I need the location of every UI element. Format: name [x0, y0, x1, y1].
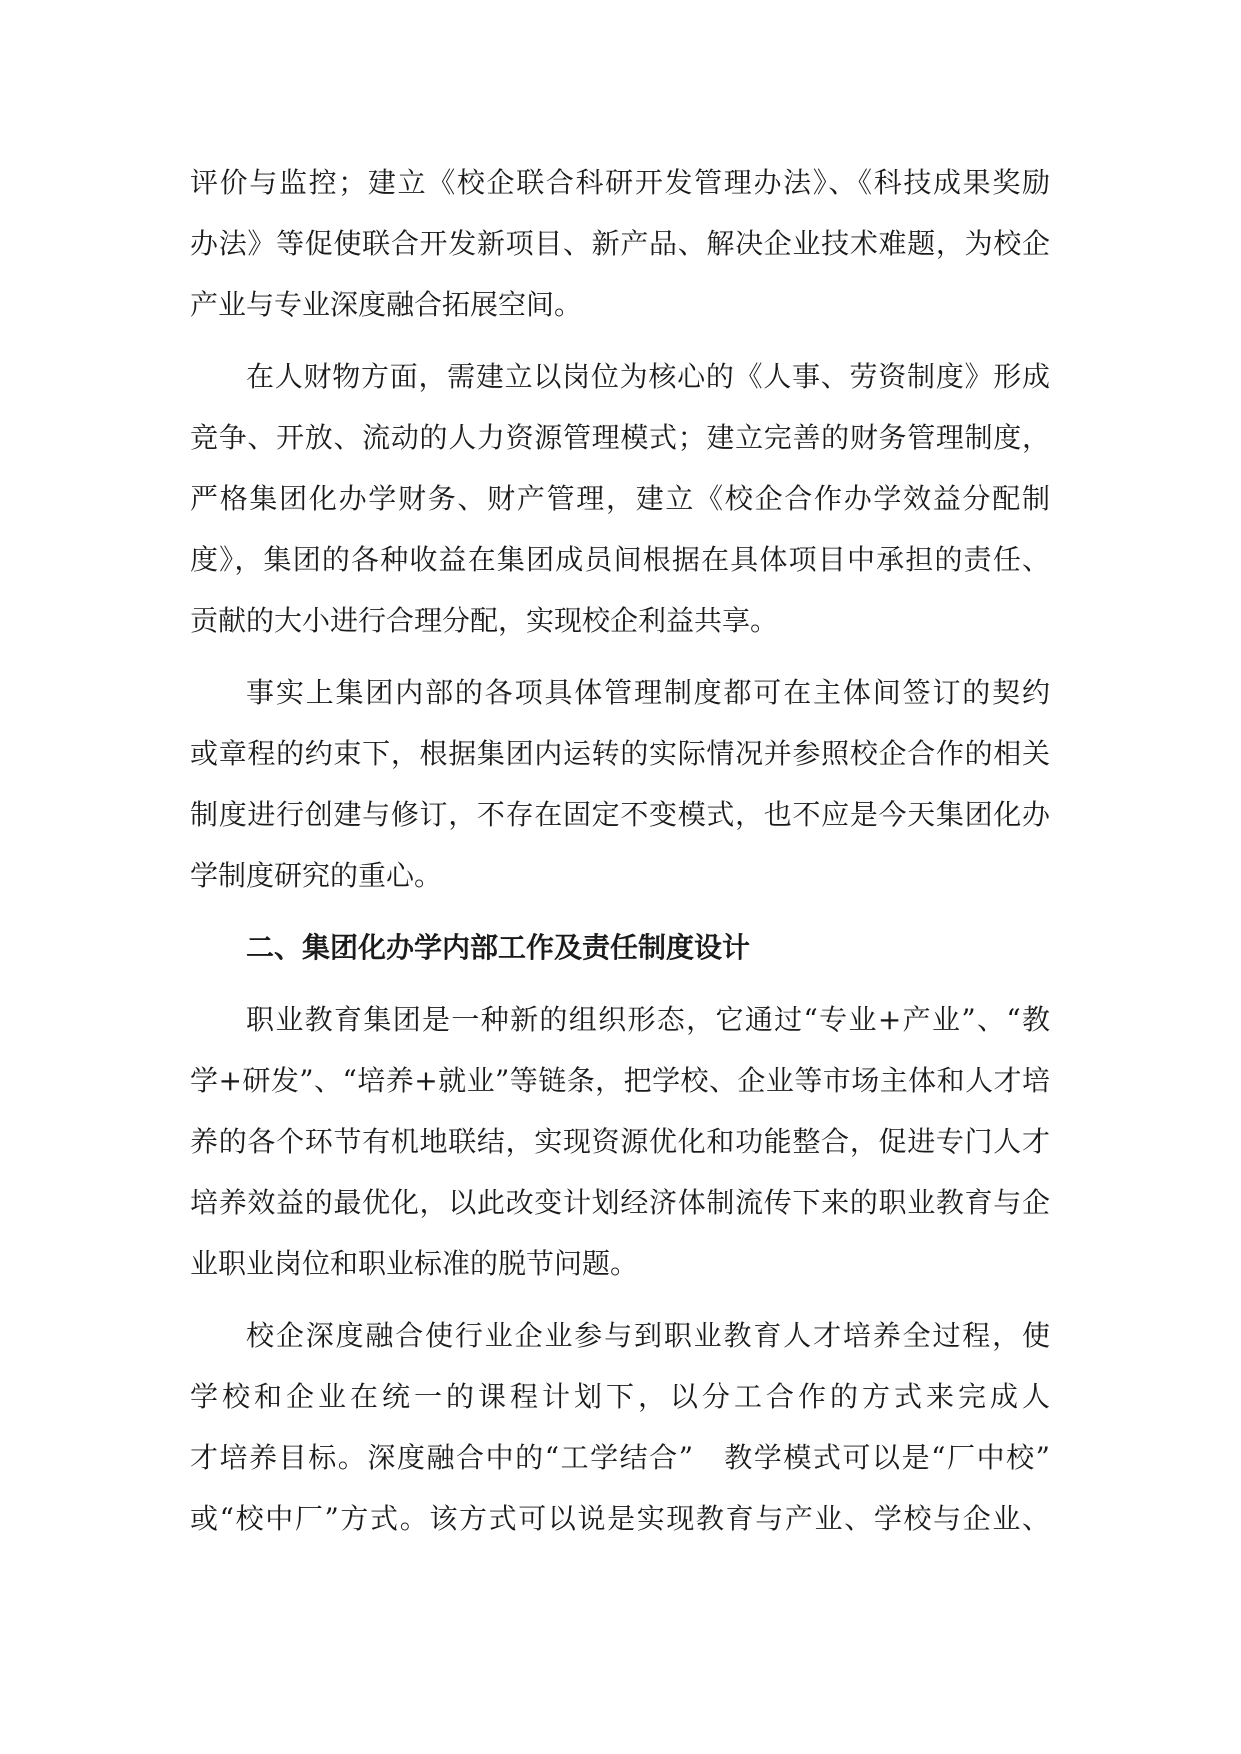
- text-line: 或“校中厂”方式。该方式可以说是实现教育与产业、学校与企业、: [190, 1502, 1050, 1535]
- text-line: 严格集团化办学财务、财产管理，建立《校企合作办学效益分配制: [190, 482, 1050, 515]
- text-line: 办法》等促使联合开发新项目、新产品、解决企业技术难题，为校企: [190, 227, 1050, 260]
- text-line: 职业教育集团是一种新的组织形态，它通过“专业+产业”、“教: [246, 1003, 1050, 1036]
- text-line: 或章程的约束下，根据集团内运转的实际情况并参照校企合作的相关: [190, 737, 1050, 770]
- text-line: 产业与专业深度融合拓展空间。: [190, 288, 583, 321]
- text-line: 校企深度融合使行业企业参与到职业教育人才培养全过程，使: [246, 1319, 1050, 1352]
- text-line: 事实上集团内部的各项具体管理制度都可在主体间签订的契约: [246, 676, 1050, 709]
- text-line: 学校和企业在统一的课程计划下，以分工合作的方式来完成人: [190, 1380, 1050, 1413]
- text-line: 度》，集团的各种收益在集团成员间根据在具体项目中承担的责任、: [190, 543, 1050, 576]
- text-line: 才培养目标。深度融合中的“工学结合” 教学模式可以是“厂中校”: [190, 1441, 1050, 1474]
- text-line: 养的各个环节有机地联结，实现资源优化和功能整合，促进专门人才: [190, 1125, 1050, 1158]
- text-line: 评价与监控；建立《校企联合科研开发管理办法》、《科技成果奖励: [190, 166, 1050, 199]
- text-line: 制度进行创建与修订，不存在固定不变模式，也不应是今天集团化办: [190, 798, 1050, 831]
- text-line: 学+研发”、“培养+就业”等链条，把学校、企业等市场主体和人才培: [190, 1064, 1050, 1097]
- text-line: 业职业岗位和职业标准的脱节问题。: [190, 1247, 639, 1280]
- text-line: 培养效益的最优化，以此改变计划经济体制流传下来的职业教育与企: [190, 1186, 1050, 1219]
- section-heading: 二、集团化办学内部工作及责任制度设计: [246, 931, 751, 964]
- text-line: 在人财物方面，需建立以岗位为核心的《人事、劳资制度》形成: [246, 360, 1050, 393]
- text-line: 竞争、开放、流动的人力资源管理模式；建立完善的财务管理制度，: [190, 421, 1050, 454]
- text-line: 学制度研究的重心。: [190, 859, 443, 892]
- text-line: 贡献的大小进行合理分配，实现校企利益共享。: [190, 604, 779, 637]
